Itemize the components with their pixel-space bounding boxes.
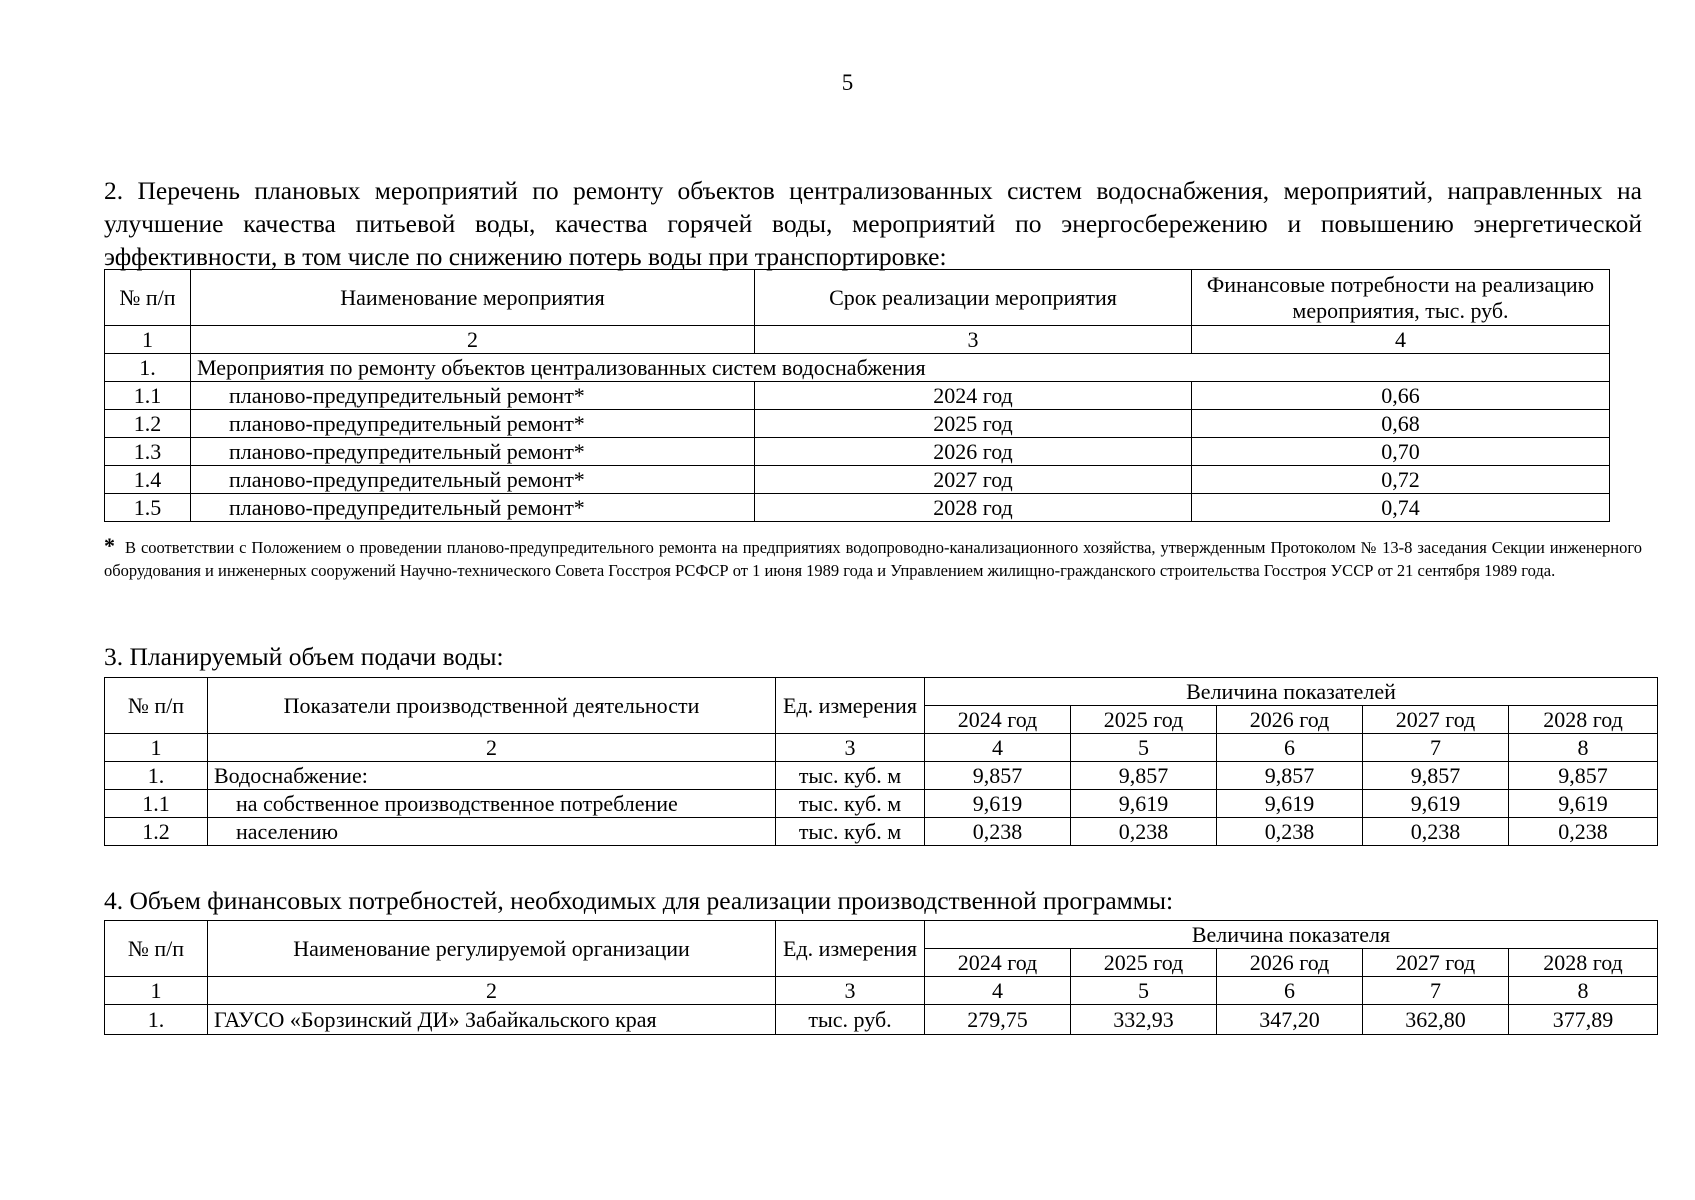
row-num: 1.4 bbox=[105, 466, 191, 494]
col-header-year: 2024 год bbox=[925, 706, 1071, 734]
row-value: 0,238 bbox=[1363, 818, 1509, 846]
row-value: 332,93 bbox=[1071, 1005, 1217, 1035]
footnote-mark: * bbox=[104, 533, 115, 558]
section-3-heading: 3. Планируемый объем подачи воды: bbox=[104, 642, 504, 671]
row-value: 0,238 bbox=[1217, 818, 1363, 846]
row-value: 0,66 bbox=[1192, 382, 1610, 410]
row-unit: тыс. куб. м bbox=[776, 818, 925, 846]
col-header-unit: Ед. измерения bbox=[776, 678, 925, 734]
group-row bbox=[105, 354, 1610, 382]
col-number: 8 bbox=[1509, 734, 1658, 762]
table-header-row bbox=[105, 921, 1658, 949]
row-value: 9,619 bbox=[1217, 790, 1363, 818]
page-number: 5 bbox=[841, 70, 854, 95]
table-row bbox=[105, 790, 1658, 818]
col-header-unit: Ед. измерения bbox=[776, 921, 925, 977]
col-header-year: 2026 год bbox=[1217, 706, 1363, 734]
col-number: 6 bbox=[1217, 977, 1363, 1005]
row-name: планово-предупредительный ремонт* bbox=[191, 438, 755, 466]
row-name: населению bbox=[208, 818, 776, 846]
col-header-name: Показатели производственной деятельности bbox=[208, 678, 776, 734]
col-header-num: № п/п bbox=[105, 678, 208, 734]
col-number: 3 bbox=[776, 977, 925, 1005]
row-value: 9,857 bbox=[925, 762, 1071, 790]
row-value: 9,857 bbox=[1071, 762, 1217, 790]
table-row bbox=[105, 466, 1610, 494]
col-number: 6 bbox=[1217, 734, 1363, 762]
row-unit: тыс. куб. м bbox=[776, 762, 925, 790]
row-num: 1.1 bbox=[105, 790, 208, 818]
table-row bbox=[105, 762, 1658, 790]
col-header-year: 2028 год bbox=[1509, 949, 1658, 977]
row-value: 0,74 bbox=[1192, 494, 1610, 522]
col-header-year: 2027 год bbox=[1363, 706, 1509, 734]
col-header-group: Величина показателей bbox=[925, 678, 1658, 706]
col-number: 2 bbox=[191, 326, 755, 354]
row-value: 0,68 bbox=[1192, 410, 1610, 438]
measures-table bbox=[104, 269, 1610, 522]
row-value: 0,238 bbox=[1071, 818, 1217, 846]
row-value: 9,619 bbox=[1509, 790, 1658, 818]
row-unit: тыс. куб. м bbox=[776, 790, 925, 818]
col-number: 1 bbox=[105, 326, 191, 354]
row-name: на собственное производственное потребление bbox=[208, 790, 776, 818]
col-number: 5 bbox=[1071, 977, 1217, 1005]
col-header-num: № п/п bbox=[105, 921, 208, 977]
water-supply-table bbox=[104, 677, 1658, 846]
row-num: 1.1 bbox=[105, 382, 191, 410]
footnote-text: В соответствии с Положением о проведении планово-предупредительного ремонта на предприятиях водопроводно-канализационного хозяйства, утвержденным Протоколом № 13-8 заседания Секции инженерного оборудования и инженерных сооружений Научно-технического Совета Госстроя РСФСР от 1 июня 1989 года и Управлением жилищно-гражданского строительства Госстроя УССР от 21 сентября 1989 года. bbox=[104, 538, 1642, 580]
col-header-finance: Финансовые потребности на реализацию мероприятия, тыс. руб. bbox=[1192, 270, 1610, 326]
row-term: 2025 год bbox=[755, 410, 1192, 438]
row-value: 9,619 bbox=[1363, 790, 1509, 818]
finance-table bbox=[104, 920, 1658, 1035]
table-row bbox=[105, 1005, 1658, 1035]
col-number: 2 bbox=[208, 977, 776, 1005]
col-number: 4 bbox=[925, 977, 1071, 1005]
column-number-row bbox=[105, 326, 1610, 354]
col-number: 4 bbox=[925, 734, 1071, 762]
col-number: 7 bbox=[1363, 977, 1509, 1005]
col-header-name: Наименование регулируемой организации bbox=[208, 921, 776, 977]
row-term: 2027 год bbox=[755, 466, 1192, 494]
col-header-year: 2024 год bbox=[925, 949, 1071, 977]
col-number: 3 bbox=[776, 734, 925, 762]
col-number: 3 bbox=[755, 326, 1192, 354]
row-value: 9,619 bbox=[925, 790, 1071, 818]
table-row bbox=[105, 818, 1658, 846]
row-name: планово-предупредительный ремонт* bbox=[191, 466, 755, 494]
row-value: 9,857 bbox=[1509, 762, 1658, 790]
row-value: 0,238 bbox=[1509, 818, 1658, 846]
row-value: 0,72 bbox=[1192, 466, 1610, 494]
col-header-name: Наименование мероприятия bbox=[191, 270, 755, 326]
col-header-year: 2025 год bbox=[1071, 949, 1217, 977]
row-name: планово-предупредительный ремонт* bbox=[191, 494, 755, 522]
col-header-year: 2028 год bbox=[1509, 706, 1658, 734]
footnote bbox=[104, 534, 1642, 582]
row-name: Водоснабжение: bbox=[208, 762, 776, 790]
col-header-year: 2027 год bbox=[1363, 949, 1509, 977]
row-value: 9,619 bbox=[1071, 790, 1217, 818]
row-name: планово-предупредительный ремонт* bbox=[191, 410, 755, 438]
col-number: 8 bbox=[1509, 977, 1658, 1005]
row-term: 2028 год bbox=[755, 494, 1192, 522]
group-num: 1. bbox=[105, 354, 191, 382]
col-header-term: Срок реализации мероприятия bbox=[755, 270, 1192, 326]
row-num: 1.2 bbox=[105, 818, 208, 846]
row-num: 1.5 bbox=[105, 494, 191, 522]
row-term: 2024 год bbox=[755, 382, 1192, 410]
col-header-year: 2026 год bbox=[1217, 949, 1363, 977]
row-num: 1. bbox=[105, 762, 208, 790]
table-header-row bbox=[105, 270, 1610, 326]
col-header-group: Величина показателя bbox=[925, 921, 1658, 949]
col-number: 7 bbox=[1363, 734, 1509, 762]
table-header-row bbox=[105, 678, 1658, 706]
col-header-year: 2025 год bbox=[1071, 706, 1217, 734]
section-2-heading: 2. Перечень плановых мероприятий по ремонту объектов централизованных систем водоснабжения, мероприятий, направленных на улучшение качества питьевой воды, качества горячей воды, мероприятий по энергосбережению и повышению энергетической эффективности, в том числе по снижению потерь воды при транспортировке: bbox=[104, 176, 1642, 271]
row-value: 362,80 bbox=[1363, 1005, 1509, 1035]
row-name: ГАУСО «Борзинский ДИ» Забайкальского края bbox=[208, 1005, 776, 1035]
group-name: Мероприятия по ремонту объектов централизованных систем водоснабжения bbox=[191, 354, 1610, 382]
row-value: 279,75 bbox=[925, 1005, 1071, 1035]
row-num: 1.3 bbox=[105, 438, 191, 466]
row-value: 0,238 bbox=[925, 818, 1071, 846]
col-number: 1 bbox=[105, 977, 208, 1005]
section-4-heading: 4. Объем финансовых потребностей, необходимых для реализации производственной программы: bbox=[104, 886, 1174, 915]
row-num: 1. bbox=[105, 1005, 208, 1035]
row-term: 2026 год bbox=[755, 438, 1192, 466]
col-number: 4 bbox=[1192, 326, 1610, 354]
row-value: 377,89 bbox=[1509, 1005, 1658, 1035]
row-unit: тыс. руб. bbox=[776, 1005, 925, 1035]
col-number: 1 bbox=[105, 734, 208, 762]
row-value: 9,857 bbox=[1363, 762, 1509, 790]
row-value: 0,70 bbox=[1192, 438, 1610, 466]
col-number: 2 bbox=[208, 734, 776, 762]
table-row bbox=[105, 382, 1610, 410]
column-number-row bbox=[105, 734, 1658, 762]
col-number: 5 bbox=[1071, 734, 1217, 762]
column-number-row bbox=[105, 977, 1658, 1005]
table-row bbox=[105, 438, 1610, 466]
row-name: планово-предупредительный ремонт* bbox=[191, 382, 755, 410]
table-row bbox=[105, 410, 1610, 438]
row-value: 347,20 bbox=[1217, 1005, 1363, 1035]
table-row bbox=[105, 494, 1610, 522]
row-num: 1.2 bbox=[105, 410, 191, 438]
row-value: 9,857 bbox=[1217, 762, 1363, 790]
col-header-num: № п/п bbox=[105, 270, 191, 326]
